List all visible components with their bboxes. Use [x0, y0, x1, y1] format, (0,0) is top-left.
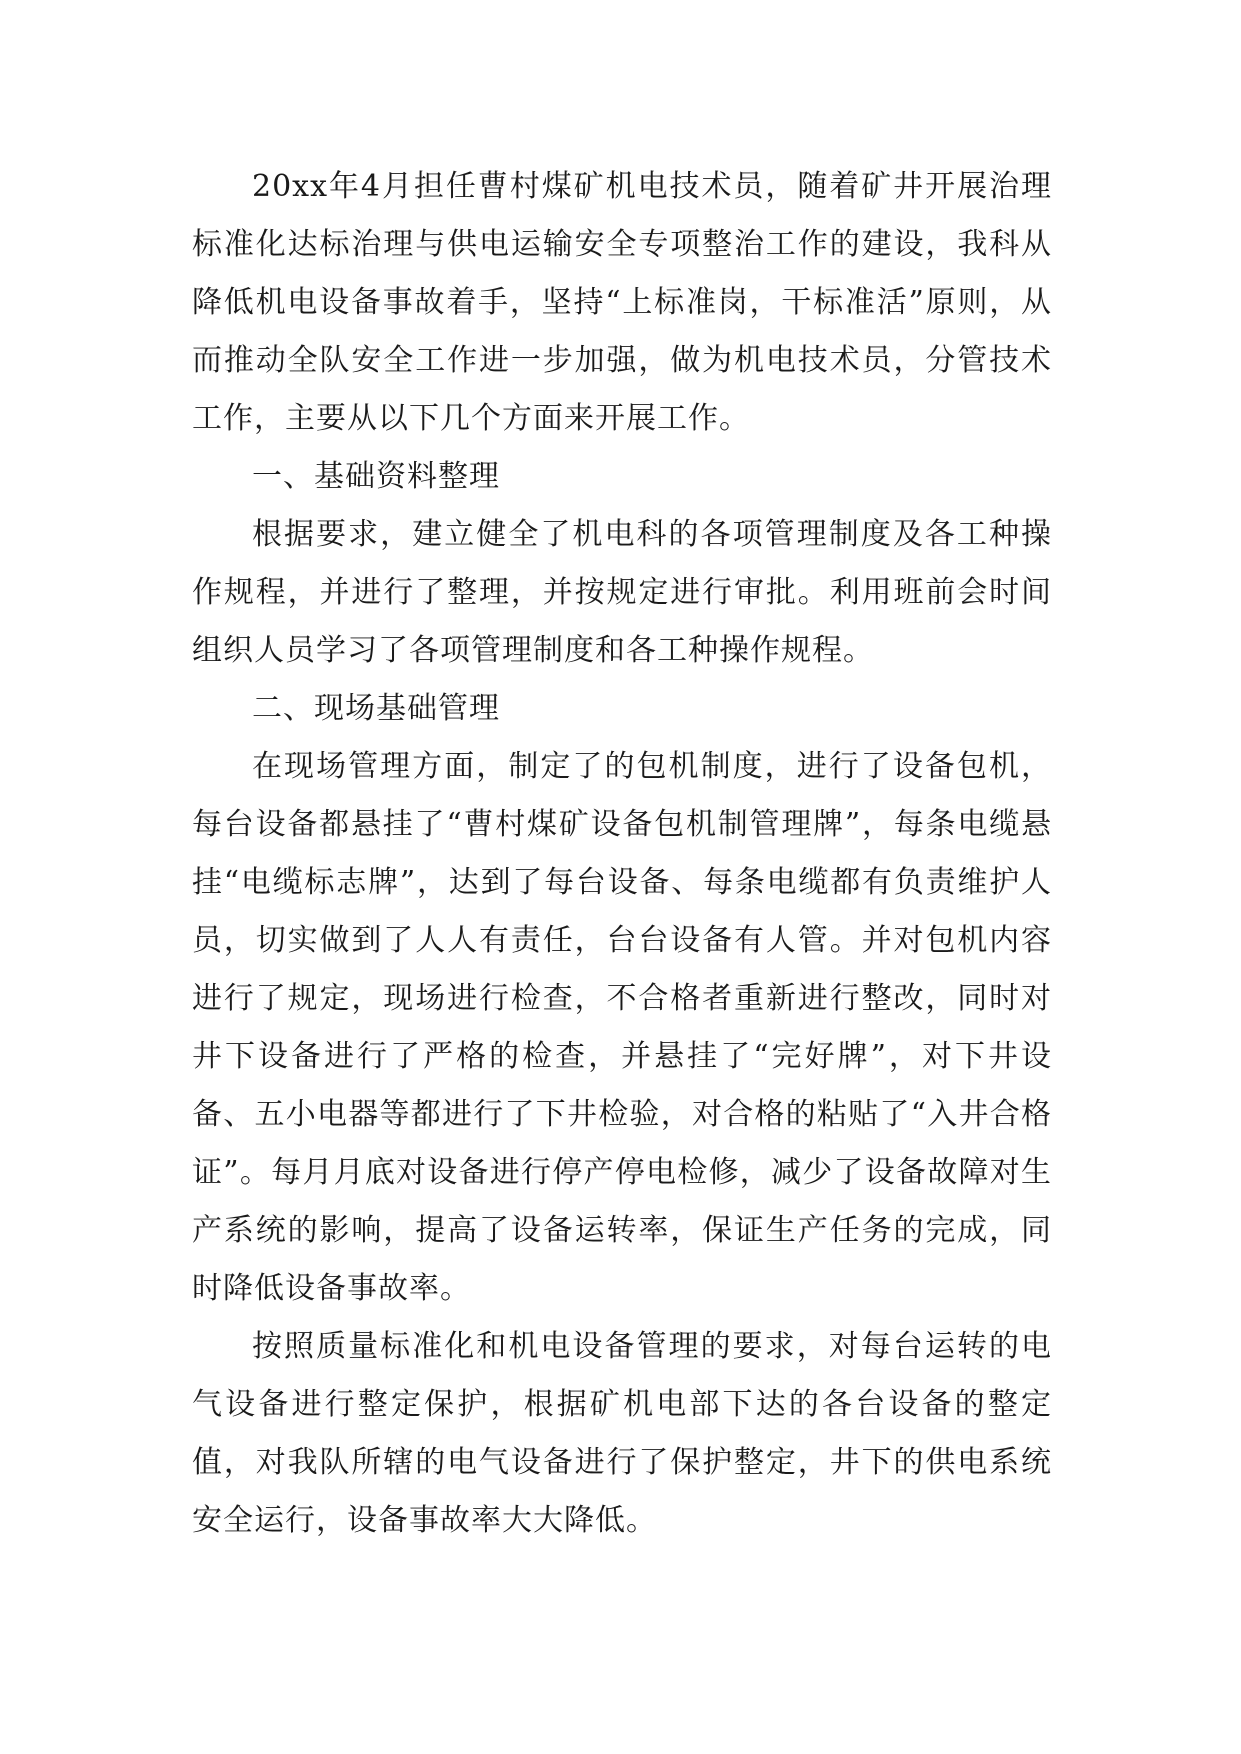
section-heading-basic-data: 一、基础资料整理	[252, 459, 500, 494]
paragraph-basic-data: 根据要求，建立健全了机电科的各项管理制度及各工种操作规程，并进行了整理，并按规定进行审批。利用班前会时间组织人员学习了各项管理制度和各工种操作规程。	[192, 517, 1052, 668]
paragraph-site-management: 在现场管理方面，制定了的包机制度，进行了设备包机，每台设备都悬挂了“曹村煤矿设备包机制管理牌”，每条电缆悬挂“电缆标志牌”，达到了每台设备、每条电缆都有负责维护人员，切实做到了人人有责任，台台设备有人管。并对包机内容进行了规定，现场进行检查，不合格者重新进行整改，同时对井下设备进行了严格的检查，并悬挂了“完好牌”，对下井设备、五小电器等都进行了下井检验，对合格的粘贴了“入井合格证”。每月月底对设备进行停产停电检修，减少了设备故障对生产系统的影响，提高了设备运转率，保证生产任务的完成，同时降低设备事故率。	[192, 749, 1052, 1306]
paragraph-protection-setting: 按照质量标准化和机电设备管理的要求，对每台运转的电气设备进行整定保护，根据矿机电部下达的各台设备的整定值，对我队所辖的电气设备进行了保护整定，井下的供电系统安全运行，设备事故率大大降低。	[192, 1329, 1052, 1538]
document-body	[192, 158, 1052, 1550]
paragraph-intro: 20xx年4月担任曹村煤矿机电技术员，随着矿井开展治理标准化达标治理与供电运输安全专项整治工作的建设，我科从降低机电设备事故着手，坚持“上标准岗，干标准活”原则，从而推动全队安全工作进一步加强，做为机电技术员，分管技术工作，主要从以下几个方面来开展工作。	[192, 169, 1052, 436]
section-heading-site-management: 二、现场基础管理	[252, 691, 500, 726]
